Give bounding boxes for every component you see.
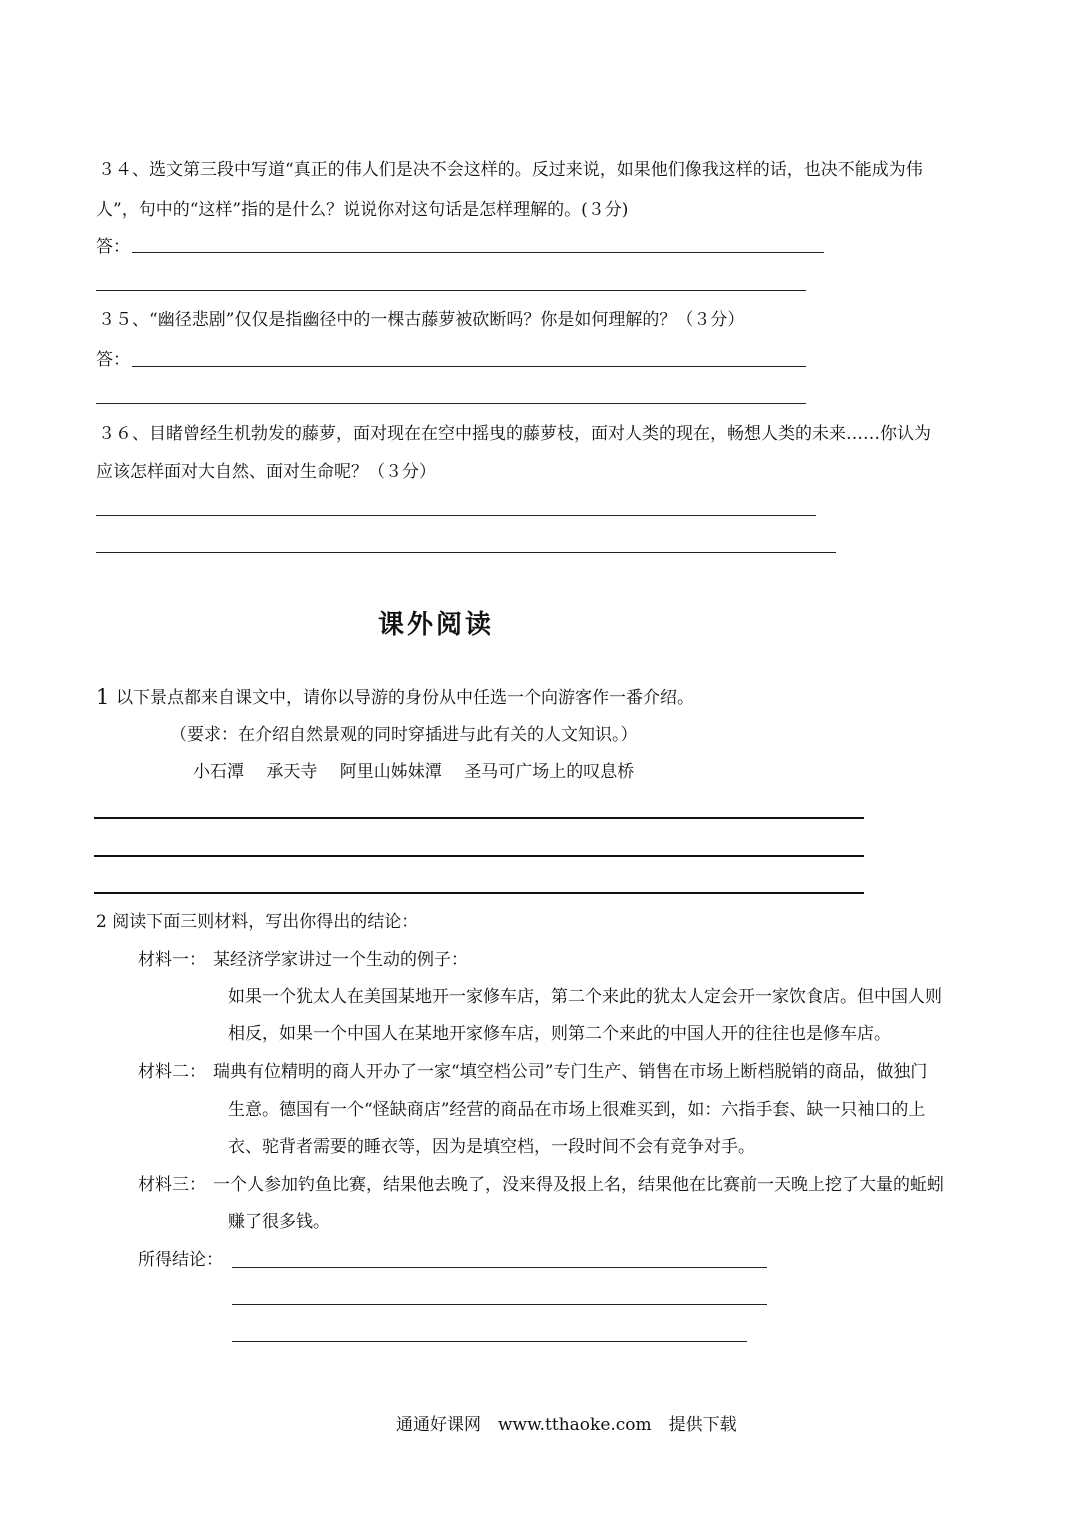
q36-answer-line-1[interactable] bbox=[96, 515, 816, 516]
material3-line2: 赚了很多钱。 bbox=[228, 1212, 330, 1232]
material2-line1: 瑞典有位精明的商人开办了一家“填空档公司”专门生产、销售在市场上断档脱销的商品，做独门 bbox=[213, 1062, 928, 1082]
item1-text: 以下景点都来自课文中，请你以导游的身份从中任选一个向游客作一番介绍。 bbox=[116, 688, 694, 708]
material2-line2: 生意。德国有一个“怪缺商店”经营的商品在市场上很难买到，如：六指手套、缺一只袖口的上 bbox=[228, 1100, 926, 1120]
item1-number: 1 bbox=[96, 685, 110, 709]
q34-answer-line-2[interactable] bbox=[96, 290, 806, 291]
q36-line1: ３６、目睹曾经生机勃发的藤萝，面对现在在空中摇曳的藤萝枝，面对人类的现在，畅想人类的未来……你认为 bbox=[98, 424, 931, 444]
q34-answer-line-1[interactable] bbox=[132, 252, 824, 253]
q35-answer-line-2[interactable] bbox=[96, 403, 806, 404]
material3-label: 材料三： bbox=[138, 1175, 206, 1195]
conclusion-line-3[interactable] bbox=[232, 1341, 747, 1342]
item2-intro: 2 阅读下面三则材料，写出你得出的结论： bbox=[96, 912, 419, 932]
q35-answer-line-1[interactable] bbox=[132, 366, 806, 367]
material1-label: 材料一： bbox=[138, 950, 206, 970]
material1-line0: 某经济学家讲过一个生动的例子： bbox=[213, 950, 468, 970]
q35-line1: ３５、“幽径悲剧”仅仅是指幽径中的一棵古藤萝被砍断吗？你是如何理解的？（３分） bbox=[98, 310, 745, 330]
q35-answer-label: 答： bbox=[96, 350, 130, 370]
section-title: 课外阅读 bbox=[378, 610, 495, 640]
conclusion-line-1[interactable] bbox=[232, 1267, 767, 1268]
item1-answer-line-1[interactable] bbox=[94, 817, 864, 819]
footer-text: 通通好课网 www.tthaoke.com 提供下载 bbox=[396, 1415, 737, 1435]
conclusion-line-2[interactable] bbox=[232, 1304, 767, 1305]
material2-label: 材料二： bbox=[138, 1062, 206, 1082]
item1-spots: 小石潭 承天寺 阿里山姊妹潭 圣马可广场上的叹息桥 bbox=[193, 762, 635, 782]
q36-answer-line-2[interactable] bbox=[96, 552, 836, 553]
conclusion-label: 所得结论： bbox=[138, 1250, 223, 1270]
q34-line2: 人”，句中的“这样”指的是什么？说说你对这句话是怎样理解的。(３分) bbox=[96, 200, 629, 220]
item1-requirement: （要求：在介绍自然景观的同时穿插进与此有关的人文知识。） bbox=[170, 725, 638, 745]
material2-line3: 衣、驼背者需要的睡衣等，因为是填空档，一段时间不会有竞争对手。 bbox=[228, 1137, 755, 1157]
material3-line1: 一个人参加钓鱼比赛，结果他去晚了，没来得及报上名，结果他在比赛前一天晚上挖了大量的蚯蚓 bbox=[213, 1175, 944, 1195]
item1-answer-line-2[interactable] bbox=[94, 855, 864, 857]
q36-line2: 应该怎样面对大自然、面对生命呢？（３分） bbox=[96, 462, 436, 482]
q34-line1: ３４、选文第三段中写道“真正的伟人们是决不会这样的。反过来说，如果他们像我这样的话，也决不能成为伟 bbox=[98, 160, 923, 180]
item1-answer-line-3[interactable] bbox=[94, 892, 864, 894]
material1-line2: 相反，如果一个中国人在某地开家修车店，则第二个来此的中国人开的往往也是修车店。 bbox=[228, 1024, 891, 1044]
material1-line1: 如果一个犹太人在美国某地开一家修车店，第二个来此的犹太人定会开一家饮食店。但中国人则 bbox=[228, 987, 942, 1007]
q34-answer-label: 答： bbox=[96, 237, 130, 257]
